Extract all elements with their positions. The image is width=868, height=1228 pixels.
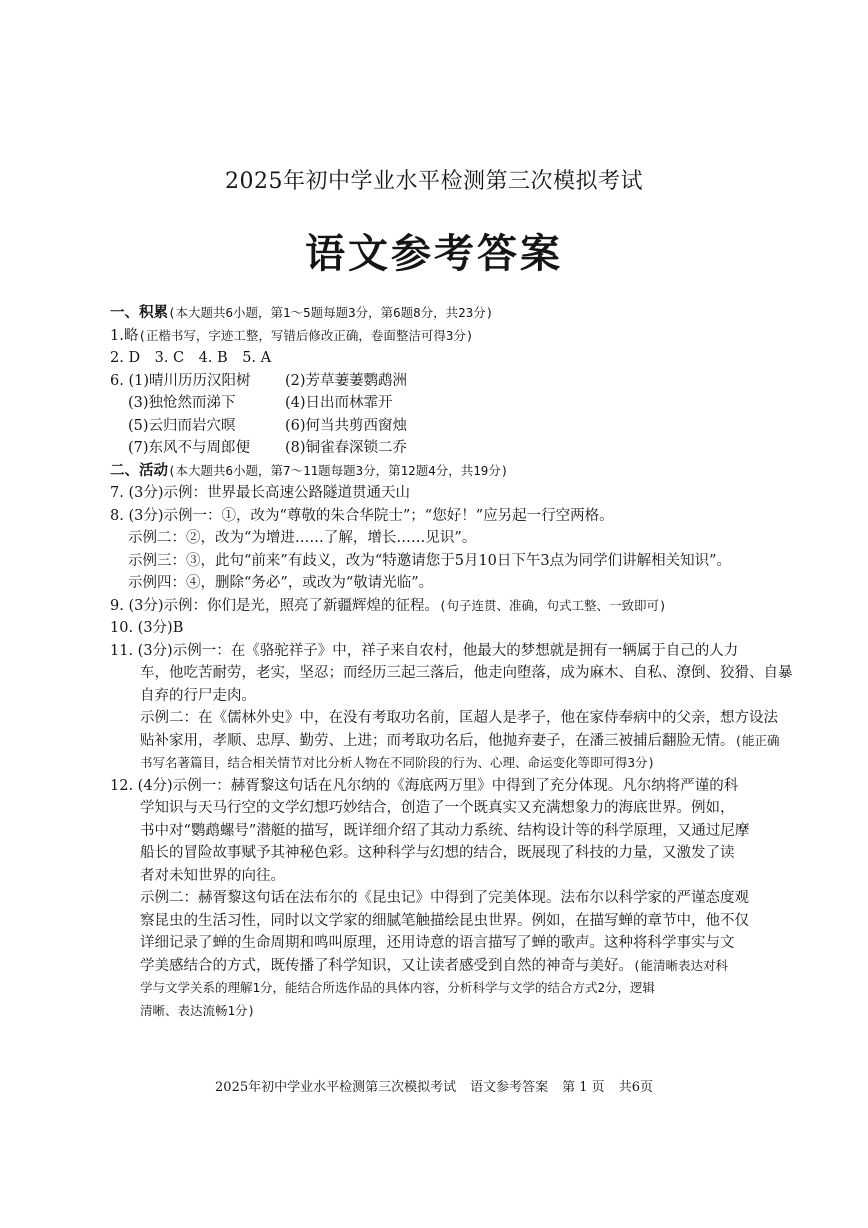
answer-q12-line-1: 12. (4分)示例一：赫胥黎这句话在凡尔纳的《海底两万里》中得到了充分体现。凡尔纳将严谨的科 bbox=[110, 777, 739, 794]
subject-title: 语文参考答案 bbox=[305, 230, 563, 277]
answer-q6-8: (8)铜雀春深锁二乔 bbox=[285, 440, 408, 456]
answer-q9-note: (句子连贯、准确，句式工整、一致即可) bbox=[438, 597, 667, 613]
footer-page-number: 第 1 页 bbox=[562, 1080, 605, 1095]
answer-q12-line-4: 船长的冒险故事赋予其神秘色彩。这种科学与幻想的结合，既展现了科技的力量，又激发了读 bbox=[140, 845, 735, 861]
page-footer bbox=[0, 1076, 868, 1095]
answer-q12-line-7: 察昆虫的生活习性，同时以文学家的细腻笔触描绘昆虫世界。例如，在描写蝉的章节中，他不仅 bbox=[140, 912, 749, 929]
answer-q11-note-end: 书写名著篇目，结合相关情节对比分析人物在不同阶段的行为、心理、命运变化等即可得3分) bbox=[140, 755, 656, 770]
answer-q11-note-start: (能正确 bbox=[734, 732, 780, 748]
answer-q11-text-5: 贴补家用，孝顺、忠厚、勤劳、上进；而考取功名后，他抛弃妻子，在潘三被捕后翻脸无情。 bbox=[140, 732, 735, 749]
answer-q12-line-8: 详细记录了蝉的生命周期和鸣叫原理，还用诗意的语言描写了蝉的歌声。这种将科学事实与文 bbox=[140, 935, 735, 951]
footer-exam-name: 2025年初中学业水平检测第三次模拟考试 bbox=[215, 1080, 457, 1095]
footer-total-pages: 共6页 bbox=[618, 1080, 653, 1095]
footer-subject: 语文参考答案 bbox=[470, 1080, 549, 1095]
answer-q8-line-1: 8. (3分)示例一：①，改为“尊敬的朱合华院士”；“您好！”应另起一行空两格。 bbox=[110, 507, 614, 524]
section-2-heading bbox=[110, 460, 760, 483]
answer-q11-line-1: 11. (3分)示例一：在《骆驼祥子》中，祥子来自农村，他最大的梦想就是拥有一辆属于自己的人力 bbox=[110, 642, 739, 659]
answer-q6-2: (2)芳草萋萋鹦鹉洲 bbox=[285, 372, 408, 389]
answer-q8-line-2: 示例二：②，改为“为增进……了解，增长……见识”。 bbox=[128, 530, 477, 546]
section-1-title: 一、积累 bbox=[110, 304, 168, 321]
exam-title: 2025年初中学业水平检测第三次模拟考试 bbox=[225, 169, 643, 194]
answer-q12-line-5: 者对未知世界的向往。 bbox=[140, 867, 285, 884]
answer-q12-line-2: 学知识与天马行空的文学幻想巧妙结合，创造了一个既真实又充满想象力的海底世界。例如， bbox=[140, 800, 735, 816]
answer-q12-line-3: 书中对“鹦鹉螺号”潜艇的描写，既详细介绍了其动力系统、结构设计等的科学原理，又通过尼摩 bbox=[140, 822, 750, 839]
answer-q6-1: 6. (1)晴川历历汉阳树 bbox=[110, 372, 251, 389]
answer-q1-note: (正楷书写，字迹工整，写错后修改正确，卷面整洁可得3分) bbox=[138, 327, 474, 343]
answer-q6-5: (5)云归而岩穴暝 bbox=[128, 417, 236, 434]
answer-q1 bbox=[110, 325, 760, 348]
section-1-heading bbox=[110, 302, 760, 325]
answer-q11-line-2: 车，他吃苦耐劳，老实，坚忍；而经历三起三落后，他走向堕落，成为麻木、自私、潦倒、狡猾、自暴 bbox=[140, 665, 793, 681]
answer-q11-line-5 bbox=[110, 730, 780, 753]
answer-q12-text-9: 学美感结合的方式，既传播了科学知识，又让读者感受到自然的神奇与美好。 bbox=[140, 957, 633, 974]
answer-q6-row-2 bbox=[110, 392, 760, 415]
answer-q12-line-6: 示例二：赫胥黎这句话在法布尔的《昆虫记》中得到了完美体现。法布尔以科学家的严谨态度观 bbox=[140, 890, 749, 906]
section-2-title: 二、活动 bbox=[110, 461, 168, 479]
answer-q12-note-mid: 学与文学关系的理解1分，能结合所选作品的具体内容，分析科学与文学的结合方式2分，逻辑 bbox=[140, 980, 656, 995]
answer-q6-4: (4)日出而林霏开 bbox=[285, 395, 393, 411]
answer-content bbox=[110, 302, 793, 1022]
answer-q8-line-3: 示例三：③，此句“前来”有歧义，改为“特邀请您于5月10日下午3点为同学们讲解相关知识”。 bbox=[128, 552, 732, 569]
answer-q11-line-3: 自弃的行尸走肉。 bbox=[140, 687, 256, 704]
answer-q2-5: 2. D 3. C 4. B 5. A bbox=[110, 350, 272, 366]
answer-q11-line-4: 示例二：在《儒林外史》中，在没有考取功名前，匡超人是孝子，他在家侍奉病中的父亲，想方设法 bbox=[140, 710, 778, 726]
answer-q10: 10. (3分)B bbox=[110, 620, 184, 636]
answer-q9-text: 9. (3分)示例：你们是光，照亮了新疆辉煌的征程。 bbox=[110, 597, 439, 614]
answer-q6-3: (3)独怆然而涕下 bbox=[128, 395, 236, 411]
answer-q6-row-4 bbox=[110, 437, 760, 460]
answer-q8-line-4: 示例四：④，删除“务必”，或改为“敬请光临”。 bbox=[128, 575, 434, 591]
answer-q6-6: (6)何当共剪西窗烛 bbox=[285, 417, 408, 434]
section-1-note: (本大题共6小题，第1～5题每题3分，第6题8分，共23分) bbox=[168, 305, 494, 320]
answer-q1-text: 1.略 bbox=[110, 327, 139, 344]
answer-q6-row-3 bbox=[110, 415, 760, 438]
answer-q6-7: (7)东风不与周郎便 bbox=[128, 440, 251, 456]
section-2-note: (本大题共6小题，第7～11题每题3分，第12题4分，共19分) bbox=[168, 462, 509, 478]
answer-q7: 7. (3分)示例：世界最长高速公路隧道贯通天山 bbox=[110, 485, 410, 501]
answer-q9 bbox=[110, 595, 760, 618]
answer-q6-row-1 bbox=[110, 370, 760, 393]
answer-q12-line-9 bbox=[110, 955, 760, 978]
answer-q12-note-end: 清晰、表达流畅1分) bbox=[140, 1002, 256, 1018]
answer-q12-note-start: (能清晰表达对科 bbox=[633, 957, 729, 973]
